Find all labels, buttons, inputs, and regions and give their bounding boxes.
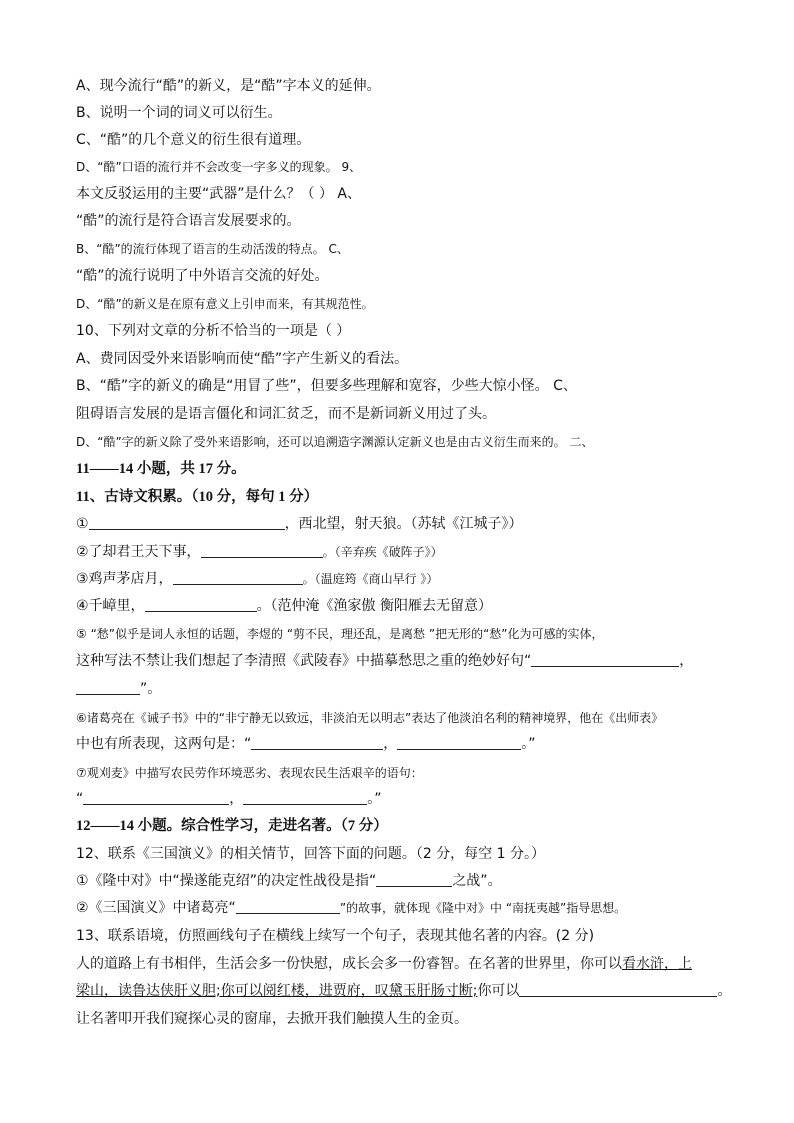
section-heading-11-14: 11——14 小题，共 17 分。 <box>76 461 246 477</box>
question-13-passage-end: 让名著叩开我们窥探心灵的窗扉，去掀开我们触摸人生的金页。 <box>76 1011 468 1027</box>
section-heading-12-14: 12——14 小题。综合性学习，走进名著。（7 分） <box>76 818 388 834</box>
answer-blank[interactable] <box>531 652 679 667</box>
question-12-part-2: ②《三国演义》中诸葛亮“ ”的故事，就体现《隆中对》中 “南抚夷越”指导思想。 <box>76 900 627 916</box>
option-d-q9: D、“酷”的新义是在原有意义上引申而来，有其规范性。 <box>76 297 374 311</box>
answer-blank[interactable] <box>173 570 303 585</box>
question-12: 12、联系《三国演义》的相关情节，回答下面的问题。（2 分，每空 1 分。） <box>76 846 545 862</box>
answer-blank[interactable] <box>145 597 257 612</box>
option-c-q10: 阻碍语言发展的是语言僵化和词汇贫乏，而不是新词新义用过了头。 <box>76 406 496 422</box>
answer-blank[interactable] <box>397 735 521 750</box>
question-11-heading: 11、古诗文积累。（10 分，每句 1 分） <box>76 489 319 505</box>
question-10: 10、下列对文章的分析不恰当的一项是（ ） <box>76 323 351 339</box>
answer-blank[interactable] <box>376 872 452 887</box>
option-c-q9: “酷”的流行说明了中外语言交流的好处。 <box>76 268 329 284</box>
question-9: 本文反驳运用的主要“武器”是什么？（ ） A、 <box>76 186 361 202</box>
answer-blank[interactable] <box>243 790 367 805</box>
option-a-q8: A、现今流行“酷”的新义，是“酷”字本义的延伸。 <box>76 78 381 94</box>
option-b-q10: B、“酷”字的新义的确是“用冒了些”，但要多些理解和宽容，少些大惊小怪。 C、 <box>76 378 577 394</box>
question-12-part-1: ①《隆中对》中“操遂能克绍”的决定性战役是指“ 之战”。 <box>76 873 502 889</box>
option-a-q10: A、费同因受外来语影响而使“酷”字产生新义的看法。 <box>76 351 409 367</box>
option-d-q10: D、“酷”字的新义除了受外来语影响，还可以追溯造字渊源认定新义也是由古义衍生而来的。 二、 <box>76 435 594 449</box>
poem-line-1: ① ，西北望，射天狼。（苏轼《江城子》） <box>76 516 523 532</box>
poem-question-5: ⑤ “愁”似乎是词人永恒的话题，李煜的 “剪不民，理还乱，是离愁 ”把无形的“愁”化为可感的实体， <box>76 627 604 641</box>
option-b-q9: B、“酷”的流行体现了语言的生动活泼的特点。 C、 <box>76 242 349 256</box>
poem-question-6-cont: 中也有所表现，这两句是：“ ， 。” <box>76 736 536 752</box>
answer-blank[interactable] <box>76 680 140 695</box>
option-b-q8: B、说明一个词的词义可以衍生。 <box>76 105 282 121</box>
underlined-example: 看水浒，上 <box>622 956 692 972</box>
answer-blank[interactable] <box>89 515 285 530</box>
option-d-q8: D、“酷”口语的流行并不会改变一字多义的现象。 9、 <box>76 160 362 174</box>
answer-blank[interactable] <box>201 543 323 558</box>
question-13-passage-cont: 梁山，读鲁达侠肝义胆;你可以阅红楼，进贾府，叹黛玉肝肠寸断;你可以 。 <box>76 983 732 999</box>
answer-blank[interactable] <box>83 790 229 805</box>
poem-question-7-cont: “ ， 。” <box>76 791 382 807</box>
poem-line-3: ③鸡声茅店月， 。（温庭筠《商山早行 》） <box>76 571 439 587</box>
answer-blank[interactable] <box>519 982 717 997</box>
option-a-q9: “酷”的流行是符合语言发展要求的。 <box>76 213 301 229</box>
underlined-example: 梁山，读鲁达侠肝义胆;你可以阅红楼，进贾府，叹黛玉肝肠寸断; <box>76 983 478 999</box>
poem-question-5-end: ”。 <box>76 680 161 698</box>
poem-question-5-cont: 这种写法不禁让我们想起了李清照《武陵春》中描摹愁思之重的绝妙好句“ ， <box>76 653 694 669</box>
poem-question-6: ⑥诸葛亮在《诫子书》中的“非宁静无以致远，非淡泊无以明志”表达了他淡泊名利的精神境界，他在《出师表》 <box>76 711 664 725</box>
answer-blank[interactable] <box>251 735 383 750</box>
question-13-passage: 人的道路上有书相伴，生活会多一份快慰，成长会多一份睿智。在名著的世界里，你可以看水浒，上 <box>76 956 692 972</box>
answer-blank[interactable] <box>236 899 340 914</box>
poem-question-7: ⑦观刈麦》中描写农民劳作环境恶劣、表现农民生活艰辛的语句： <box>76 766 423 780</box>
option-c-q8: C、“酷”的几个意义的衍生很有道理。 <box>76 132 311 148</box>
poem-line-2: ②了却君王天下事， 。（辛弃疾《破阵子》） <box>76 544 443 560</box>
poem-line-4: ④千嶂里， 。（范仲淹《渔家傲 衡阳雁去无留意） <box>76 598 493 614</box>
question-13: 13、联系语境，仿照画线句子在横线上续写一个句子，表现其他名著的内容。(2 分) <box>76 928 595 944</box>
